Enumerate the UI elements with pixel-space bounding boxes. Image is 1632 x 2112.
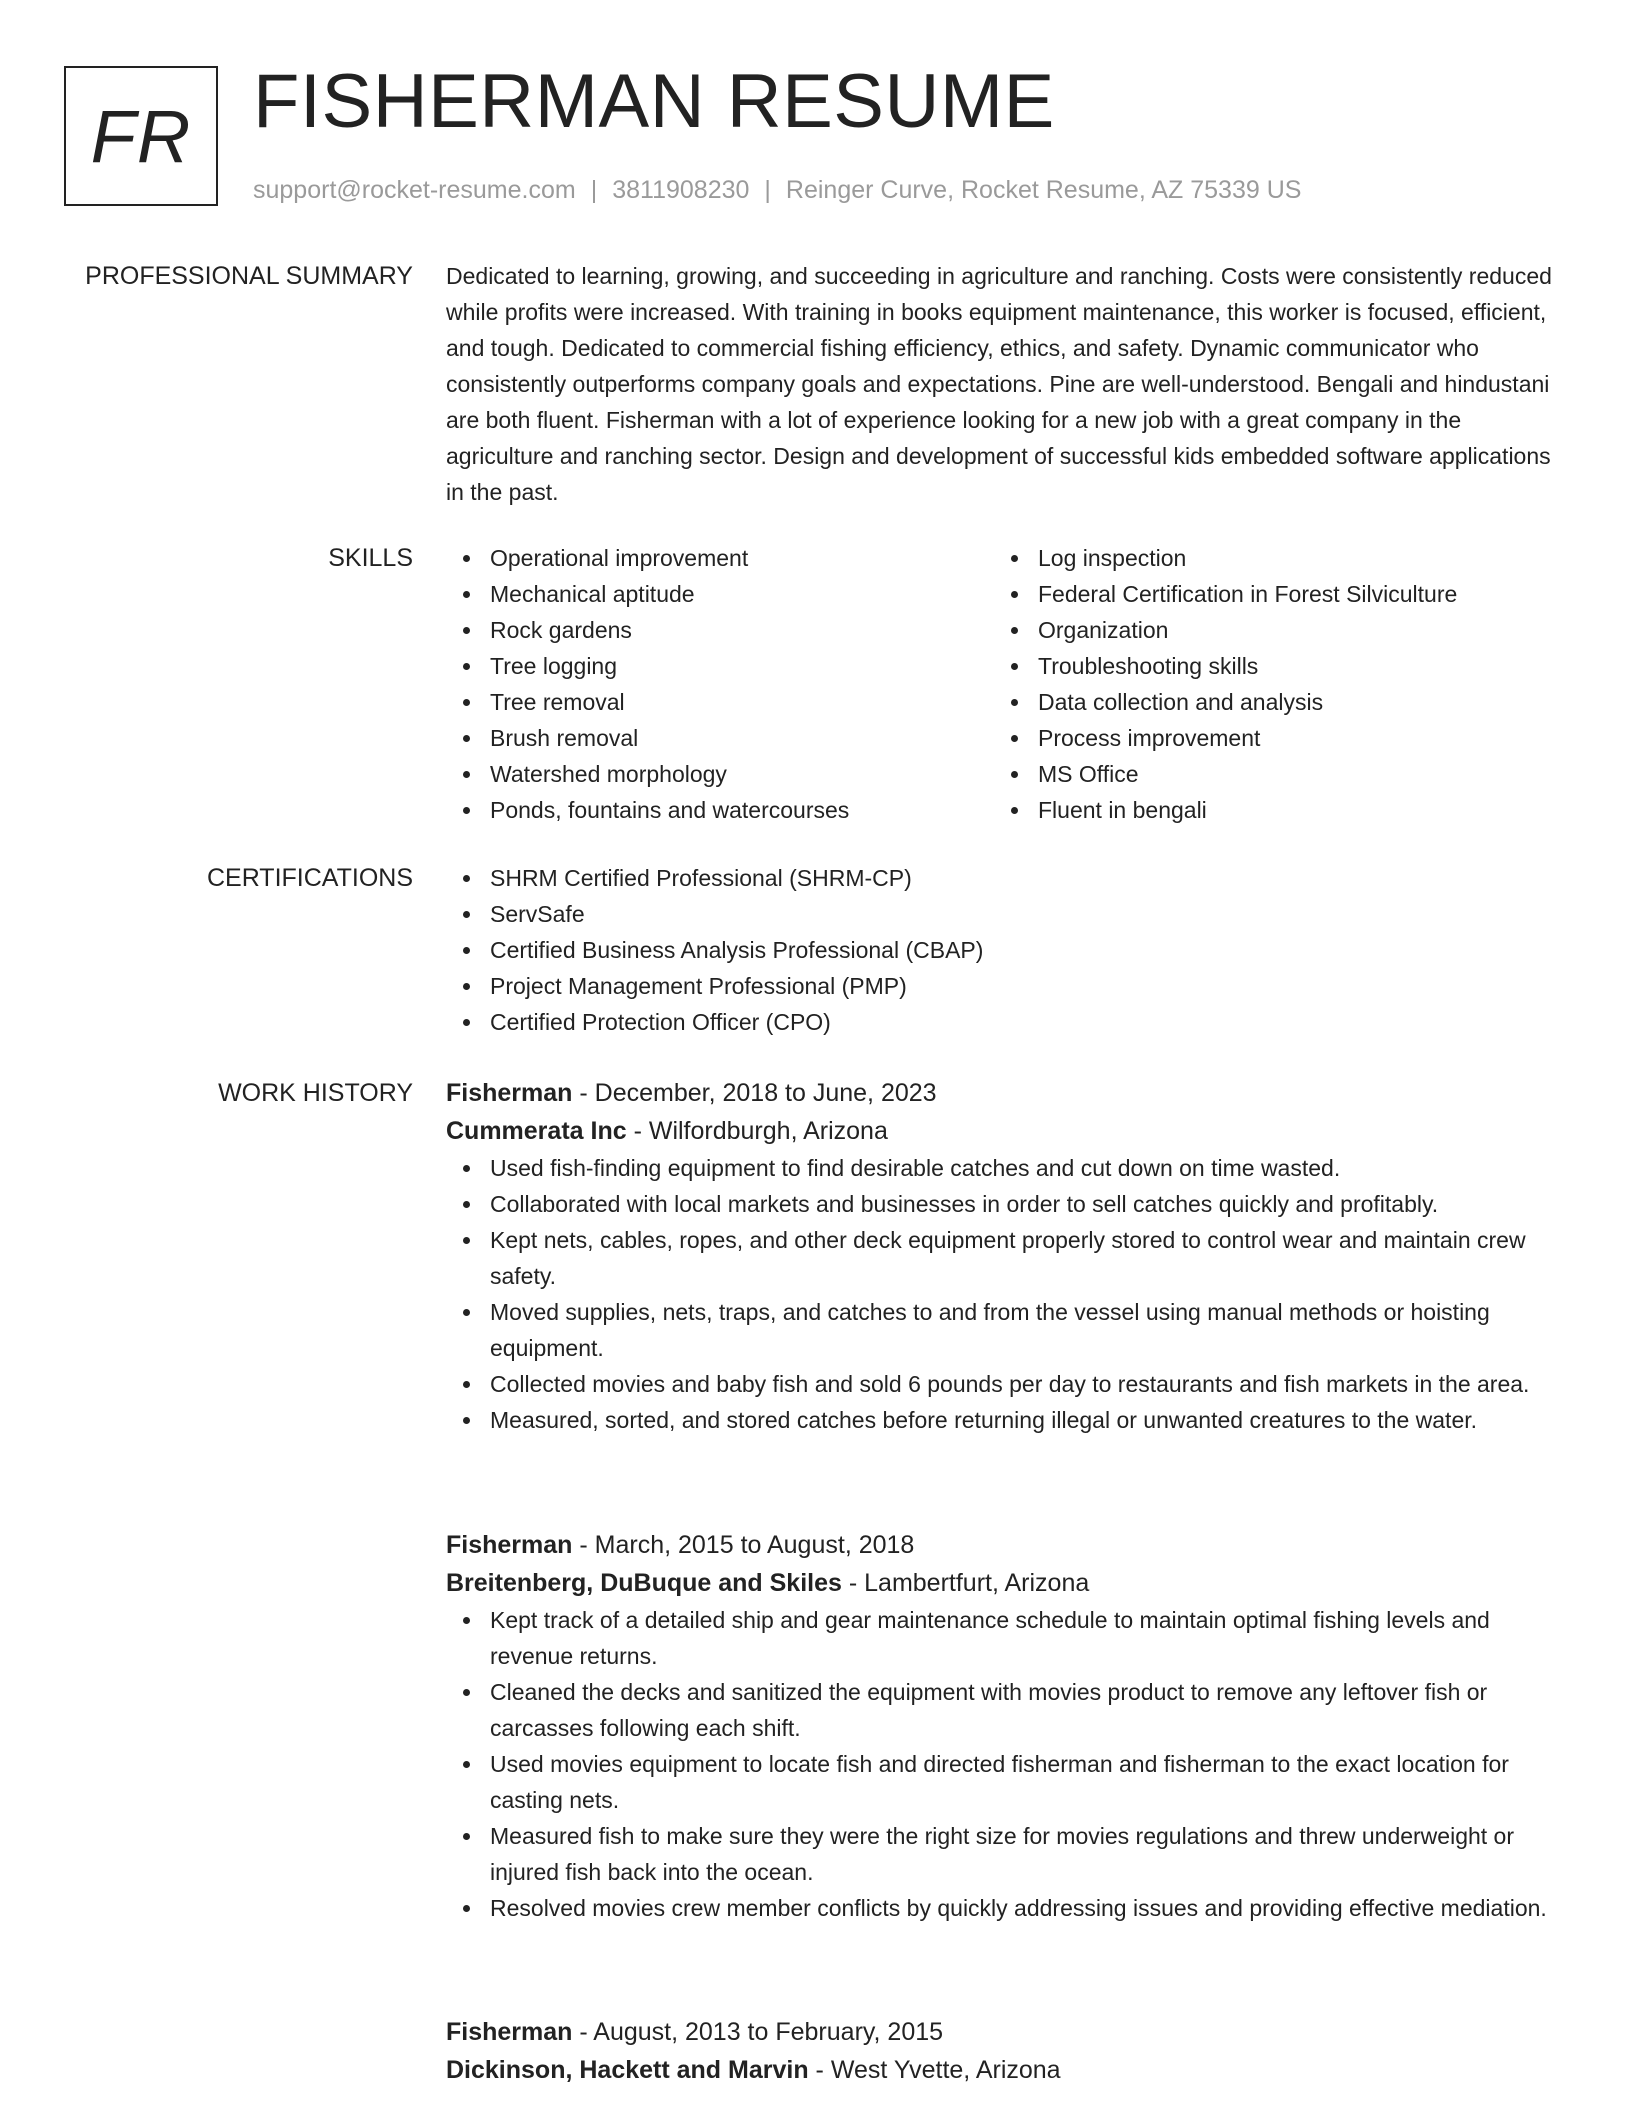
job-bullet: Kept track of a detailed ship and gear maintenance schedule to maintain optimal fishing levels and revenue returns. bbox=[446, 1602, 1566, 1674]
skill-item: Operational improvement bbox=[446, 540, 994, 576]
skill-item: Troubleshooting skills bbox=[994, 648, 1542, 684]
job-location: - Lambertfurt, Arizona bbox=[841, 1569, 1090, 1597]
skills-list-left bbox=[446, 540, 994, 828]
resume-name: FISHERMAN RESUME bbox=[253, 59, 1055, 144]
skill-item: Tree removal bbox=[446, 684, 994, 720]
job-entry bbox=[446, 1526, 1566, 1926]
job-dates: - December, 2018 to June, 2023 bbox=[572, 1079, 937, 1107]
summary-text: Dedicated to learning, growing, and succeeding in agriculture and ranching. Costs were consistently reduced while profits were increased. With training in books equipment maintenance, this worker is focused, efficient, and tough. Dedicated to commercial fishing efficiency, ethics, and safety. Dynamic communicator who consistently outperforms company goals and expectations. Pine are well-understood. Bengali and hindustani are both fluent. Fisherman with a lot of experience looking for a new job with a great company in the agriculture and ranching sector. Design and development of successful kids embedded software applications in the past. bbox=[446, 263, 1552, 505]
certification-item: ServSafe bbox=[446, 896, 1566, 932]
job-entry bbox=[446, 2013, 1566, 2089]
skill-item: Federal Certification in Forest Silviculture bbox=[994, 576, 1542, 612]
skill-item: Brush removal bbox=[446, 720, 994, 756]
job-company-line bbox=[446, 1564, 1566, 1602]
contact-separator: | bbox=[590, 176, 598, 204]
skills-grid bbox=[446, 540, 1566, 828]
job-bullet: Measured, sorted, and stored catches before returning illegal or unwanted creatures to the water. bbox=[446, 1402, 1566, 1438]
job-bullet: Collaborated with local markets and businesses in order to sell catches quickly and profitably. bbox=[446, 1186, 1566, 1222]
job-location: - Wilfordburgh, Arizona bbox=[626, 1117, 888, 1145]
job-bullet: Cleaned the decks and sanitized the equipment with movies product to remove any leftover fish or carcasses following each shift. bbox=[446, 1674, 1566, 1746]
skill-item: Tree logging bbox=[446, 648, 994, 684]
job-bullets bbox=[446, 1150, 1566, 1438]
skill-item: Fluent in bengali bbox=[994, 792, 1542, 828]
job-dates: - August, 2013 to February, 2015 bbox=[572, 2018, 944, 2046]
certification-item: Certified Protection Officer (CPO) bbox=[446, 1004, 1566, 1040]
contact-separator: | bbox=[764, 176, 771, 204]
job-bullet: Collected movies and baby fish and sold 6 pounds per day to restaurants and fish markets in the area. bbox=[446, 1366, 1566, 1402]
job-bullet: Kept nets, cables, ropes, and other deck equipment properly stored to control wear and maintain crew safety. bbox=[446, 1222, 1566, 1294]
job-company: Dickinson, Hackett and Marvin bbox=[446, 2056, 809, 2084]
initials-monogram: FR bbox=[64, 66, 218, 206]
summary-section bbox=[446, 258, 1566, 510]
certifications-list bbox=[446, 860, 1566, 1040]
skill-item: Organization bbox=[994, 612, 1542, 648]
contact-line bbox=[253, 174, 1301, 206]
job-title: Fisherman bbox=[446, 2018, 573, 2046]
certification-item: SHRM Certified Professional (SHRM-CP) bbox=[446, 860, 1566, 896]
job-bullet: Resolved movies crew member conflicts by quickly addressing issues and providing effective mediation. bbox=[446, 1890, 1566, 1926]
certifications-section bbox=[446, 860, 1566, 1040]
job-bullets bbox=[446, 1602, 1566, 1926]
job-bullet: Used movies equipment to locate fish and directed fisherman and fisherman to the exact location for casting nets. bbox=[446, 1746, 1566, 1818]
contact-address: Reinger Curve, Rocket Resume, AZ 75339 US bbox=[785, 176, 1302, 204]
job-entry bbox=[446, 1074, 1566, 1438]
summary-label: PROFESSIONAL SUMMARY bbox=[85, 262, 413, 290]
skill-item: Mechanical aptitude bbox=[446, 576, 994, 612]
work-history-label: WORK HISTORY bbox=[218, 1079, 413, 1107]
job-company-line bbox=[446, 2051, 1566, 2089]
certification-item: Certified Business Analysis Professional (CBAP) bbox=[446, 932, 1566, 968]
job-title-line bbox=[446, 1074, 1566, 1112]
job-location: - West Yvette, Arizona bbox=[808, 2056, 1061, 2084]
job-company: Cummerata Inc bbox=[446, 1117, 627, 1145]
skill-item: Data collection and analysis bbox=[994, 684, 1542, 720]
job-bullet: Used fish-finding equipment to find desirable catches and cut down on time wasted. bbox=[446, 1150, 1566, 1186]
skill-item: Ponds, fountains and watercourses bbox=[446, 792, 994, 828]
job-title: Fisherman bbox=[446, 1079, 573, 1107]
skill-item: Rock gardens bbox=[446, 612, 994, 648]
skill-item: Log inspection bbox=[994, 540, 1542, 576]
job-bullet: Measured fish to make sure they were the right size for movies regulations and threw underweight or injured fish back into the ocean. bbox=[446, 1818, 1566, 1890]
skill-item: Watershed morphology bbox=[446, 756, 994, 792]
skill-item: MS Office bbox=[994, 756, 1542, 792]
job-company-line bbox=[446, 1112, 1566, 1150]
contact-phone: 3811908230 bbox=[612, 176, 750, 204]
skill-item: Process improvement bbox=[994, 720, 1542, 756]
skills-section bbox=[446, 540, 1566, 828]
skills-list-right bbox=[994, 540, 1542, 828]
job-bullet: Moved supplies, nets, traps, and catches to and from the vessel using manual methods or hoisting equipment. bbox=[446, 1294, 1566, 1366]
job-title-line bbox=[446, 2013, 1566, 2051]
certifications-label: CERTIFICATIONS bbox=[206, 864, 413, 892]
contact-email: support@rocket-resume.com bbox=[253, 176, 576, 204]
job-dates: - March, 2015 to August, 2018 bbox=[572, 1531, 915, 1559]
job-title: Fisherman bbox=[446, 1531, 573, 1559]
certification-item: Project Management Professional (PMP) bbox=[446, 968, 1566, 1004]
job-company: Breitenberg, DuBuque and Skiles bbox=[446, 1569, 842, 1597]
job-title-line bbox=[446, 1526, 1566, 1564]
skills-label: SKILLS bbox=[328, 544, 413, 572]
